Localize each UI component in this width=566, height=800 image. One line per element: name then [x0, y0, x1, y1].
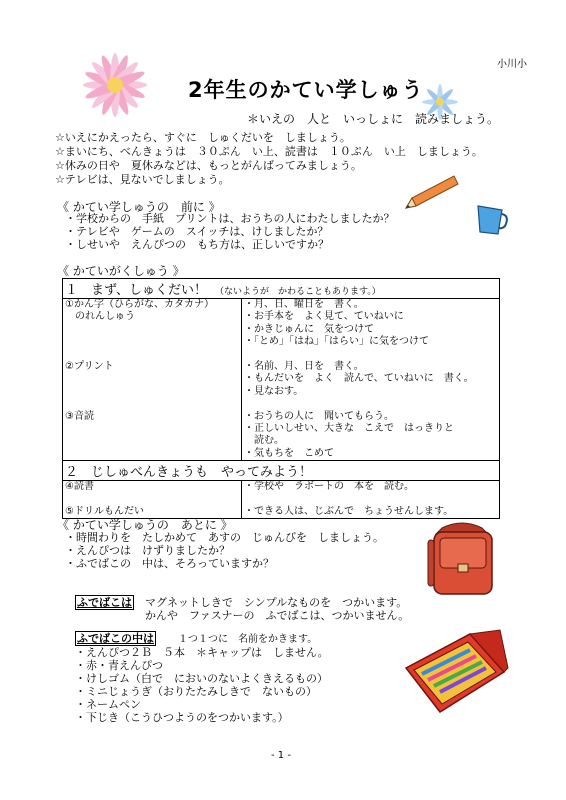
after-list: [65, 531, 384, 570]
page-title: 2年生のかてい学しゅう: [188, 78, 424, 102]
intro-line: ☆まいにち、べんきょうは ３０ぷん い上、読書は １０ぷん い上 しましょう。: [55, 145, 483, 158]
task-label: ④読書: [65, 481, 94, 493]
task-detail: ・お手本を よく見て、ていねいに: [244, 311, 404, 323]
task-detail: ・できる人は、じぶんで ちょうせんします。: [244, 505, 454, 517]
pencil-icon: [402, 172, 462, 212]
task-label: のれんしゅう: [65, 311, 135, 323]
fudebako-line: かんや ファスナーの ふでばこは、つかいません。: [145, 609, 410, 622]
section2-body-row: [63, 481, 500, 519]
intro-line: ☆テレビは、見ないでしましょう。: [55, 173, 230, 186]
list-item: ・えんぴつは けずりましたか？: [65, 544, 230, 557]
task-detail: ・月、日、曜日を 書く。: [244, 299, 364, 310]
section1-note: （ないようが かわることもあります。）: [214, 287, 381, 297]
fudebako-contents: [75, 632, 329, 724]
list-item: ・下じき（こうひつようのをつかいます。）: [75, 711, 289, 724]
fudebako-contents-label: ふでばこの中は: [77, 632, 154, 645]
list-item: ・テレビや ゲームの スイッチは、けしましたか？: [65, 225, 329, 238]
section1-left-cell: [63, 299, 242, 461]
task-detail: ・「とめ」「はね」「はらい」に気をつけて: [244, 336, 429, 348]
section1-body-row: [63, 299, 500, 461]
list-item: ・赤・青えんぴつ: [75, 659, 163, 672]
page-number: - 1 -: [271, 750, 291, 761]
section1-header-row: [63, 279, 500, 299]
list-item: ・えんぴつ２Ｂ ５本 ＊キャップは しません。: [75, 646, 329, 659]
task-label: ③音読: [65, 410, 94, 422]
section2-header-row: [63, 461, 500, 481]
list-item: ・けしゴム（白で においのないよくきえるもの）: [75, 672, 328, 685]
before-list: [65, 212, 395, 251]
before-heading: 《 かてい学しゅうの 前に 》: [57, 200, 221, 214]
fudebako-label: ふでばこは: [77, 596, 132, 609]
task-detail: ・おうちの人に 聞いてもらう。: [244, 410, 394, 422]
fudebako-contents-note: １つ１つに 名前をかきます。: [178, 634, 318, 645]
list-item: ・しせいや えんぴつの もち方は、正しいですか？: [65, 238, 329, 251]
task-detail: ・見なおす。: [244, 385, 304, 397]
list-item: ・ネームペン: [75, 698, 141, 711]
page-subtitle: ＊いえの 人と いっしょに 読みましょう。: [247, 112, 500, 126]
list-item: ・ふでばこの 中は、そろっていますか？: [65, 557, 274, 570]
list-item: ・時間わりを たしかめて あすの じゅんびを しましょう。: [65, 531, 384, 544]
after-heading: 《 かてい学しゅうの あとに 》: [57, 518, 233, 532]
task-detail: ・気もちを こめて: [244, 447, 334, 459]
intro-line: ☆休みの日や 夏休みなどは、もっとがんばってみましょう。: [55, 159, 362, 172]
task-detail: ・かきじゅんに 気をつけて: [244, 323, 374, 335]
pencil-case-icon: [400, 628, 510, 720]
cup-icon: [472, 200, 512, 240]
section1-right-cell: [242, 299, 500, 461]
flower-decoration-icon: [40, 48, 190, 123]
task-label: ①かん字（ひらがな、カタカナ）: [65, 299, 214, 310]
school-name: 小川小: [497, 59, 527, 70]
task-detail: ・学校や ラボートの 本を 読む。: [244, 481, 414, 493]
list-item: ・学校からの 手紙 プリントは、おうちの人にわたしましたか？: [65, 212, 395, 225]
section2-title: ２ じしゅべんきょうも やってみよう！: [63, 461, 500, 481]
task-label: ⑤ドリルもんだい: [65, 505, 144, 517]
section2-left-cell: [63, 481, 242, 519]
section1-title: １ まず、しゅくだい！: [65, 283, 207, 298]
task-detail: ・もんだいを よく 読んで、ていねいに 書く。: [244, 373, 474, 385]
intro-line: ☆いえにかえったら、すぐに しゅくだいを しましょう。: [55, 131, 351, 144]
plan-heading: 《 かていがくしゅう 》: [57, 264, 185, 278]
task-detail: 読む。: [244, 435, 284, 447]
task-label: ②プリント: [65, 360, 114, 372]
section2-right-cell: [242, 481, 500, 519]
fudebako-line: マグネットしきで シンプルなものを つかいます。: [145, 596, 408, 609]
task-detail: ・正しいしせい、大きな こえで はっきりと: [244, 422, 454, 434]
school-backpack-icon: [422, 520, 502, 602]
task-detail: ・名前、月、日を 書く。: [244, 360, 364, 372]
study-plan-table: [62, 278, 500, 519]
list-item: ・ミニじょうぎ（おりたたみしきで ないもの）: [75, 685, 317, 698]
fudebako-rule: [75, 596, 409, 622]
